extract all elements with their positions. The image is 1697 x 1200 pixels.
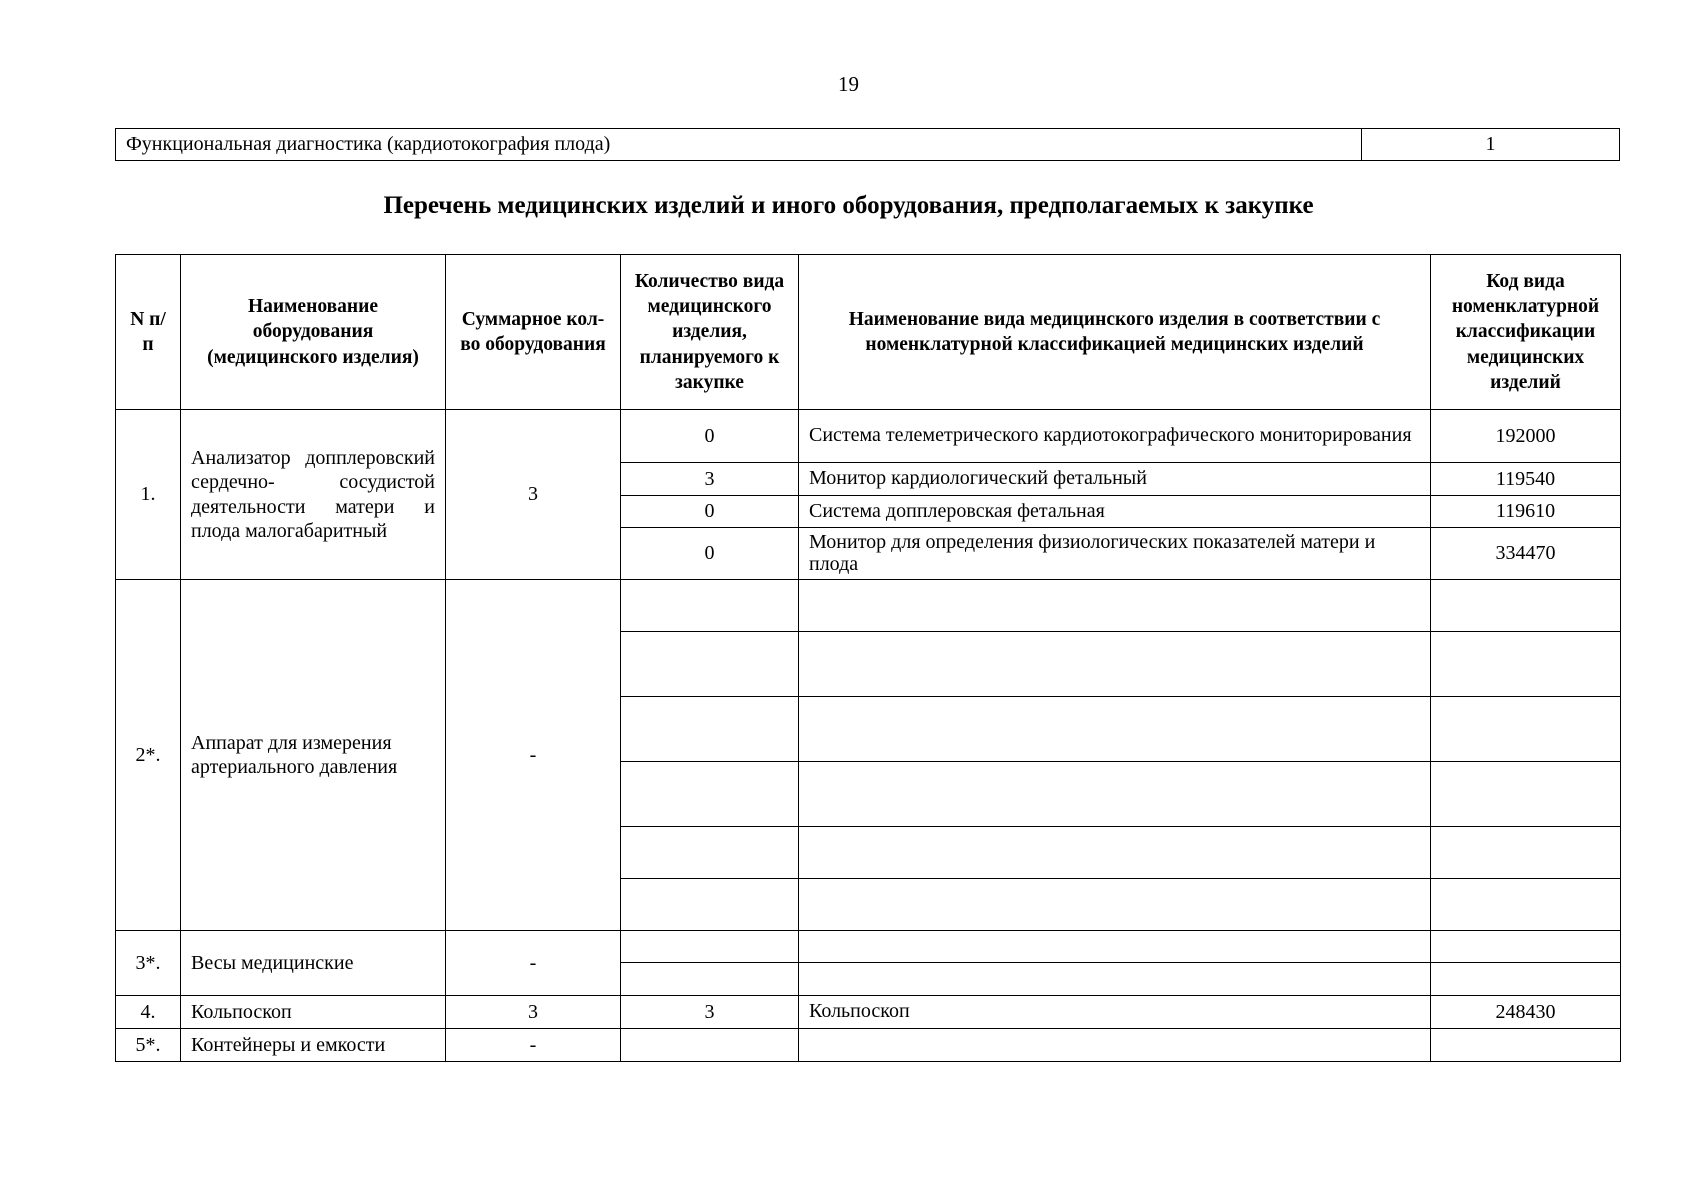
device-type-name: Монитор для определения физиологических показателей матери и плода	[799, 528, 1431, 580]
device-type-name	[799, 762, 1431, 827]
planned-qty	[621, 632, 799, 697]
equipment-name: Весы медицинские	[181, 931, 446, 996]
row-number: 2*.	[116, 580, 181, 931]
total-qty: -	[446, 931, 621, 996]
planned-qty	[621, 879, 799, 931]
planned-qty: 3	[621, 463, 799, 496]
table-row	[116, 931, 1621, 963]
device-type-name: Система телеметрического кардиотокографического мониторирования	[799, 410, 1431, 463]
device-type-name	[799, 931, 1431, 963]
planned-qty: 0	[621, 410, 799, 463]
planned-qty	[621, 762, 799, 827]
device-type-name	[799, 827, 1431, 879]
table-row	[116, 410, 1621, 463]
table-header-row	[116, 255, 1621, 410]
header-num: N п/п	[116, 255, 181, 410]
total-qty: 3	[446, 410, 621, 580]
planned-qty	[621, 963, 799, 996]
equipment-name: Кольпоскоп	[181, 996, 446, 1029]
device-type-code: 119540	[1431, 463, 1621, 496]
device-type-code: 192000	[1431, 410, 1621, 463]
document-title: Перечень медицинских изделий и иного оборудования, предполагаемых к закупке	[383, 192, 1314, 219]
equipment-table	[115, 254, 1621, 1062]
total-qty: 3	[446, 996, 621, 1029]
device-type-name	[799, 963, 1431, 996]
row-number: 1.	[116, 410, 181, 580]
device-type-code	[1431, 697, 1621, 762]
device-type-code: 119610	[1431, 496, 1621, 528]
equipment-name: Контейнеры и емкости	[181, 1029, 446, 1062]
planned-qty: 0	[621, 528, 799, 580]
device-type-code	[1431, 580, 1621, 632]
device-type-name: Система допплеровская фетальная	[799, 496, 1431, 528]
table-body	[116, 410, 1621, 1062]
planned-qty: 0	[621, 496, 799, 528]
device-type-name	[799, 580, 1431, 632]
header-total-qty: Суммарное кол-во оборудования	[446, 255, 621, 410]
device-type-name	[799, 697, 1431, 762]
row-number: 3*.	[116, 931, 181, 996]
device-type-code: 248430	[1431, 996, 1621, 1029]
planned-qty	[621, 1029, 799, 1062]
device-type-name	[799, 632, 1431, 697]
device-type-code	[1431, 632, 1621, 697]
top-summary-name: Функциональная диагностика (кардиотокография плода)	[116, 129, 1362, 161]
table-row	[116, 1029, 1621, 1062]
planned-qty	[621, 931, 799, 963]
device-type-name	[799, 1029, 1431, 1062]
device-type-code	[1431, 963, 1621, 996]
equipment-name: Анализатор допплеровский сердечно- сосудистой деятельности матери и плода малогабаритный	[181, 410, 446, 580]
planned-qty	[621, 697, 799, 762]
device-type-name: Кольпоскоп	[799, 996, 1431, 1029]
row-number: 4.	[116, 996, 181, 1029]
planned-qty: 3	[621, 996, 799, 1029]
device-type-code	[1431, 762, 1621, 827]
device-type-code	[1431, 827, 1621, 879]
top-summary-table	[115, 128, 1620, 161]
top-summary-value: 1	[1362, 129, 1620, 161]
device-type-code: 334470	[1431, 528, 1621, 580]
table-row	[116, 580, 1621, 632]
header-type-name: Наименование вида медицинского изделия в соответствии с номенклатурной классификацией медицинских изделий	[799, 255, 1431, 410]
planned-qty	[621, 580, 799, 632]
table-row	[116, 129, 1620, 161]
device-type-code	[1431, 1029, 1621, 1062]
header-planned-qty: Количество вида медицинского изделия, планируемого к закупке	[621, 255, 799, 410]
total-qty: -	[446, 580, 621, 931]
header-equipment-name: Наименование оборудования (медицинского изделия)	[181, 255, 446, 410]
total-qty: -	[446, 1029, 621, 1062]
table-row	[116, 996, 1621, 1029]
header-type-code: Код вида номенклатурной классификации медицинских изделий	[1431, 255, 1621, 410]
device-type-name	[799, 879, 1431, 931]
page-number: 19	[838, 72, 859, 96]
device-type-code	[1431, 879, 1621, 931]
equipment-name: Аппарат для измерения артериального давления	[181, 580, 446, 931]
device-type-code	[1431, 931, 1621, 963]
row-number: 5*.	[116, 1029, 181, 1062]
planned-qty	[621, 827, 799, 879]
device-type-name: Монитор кардиологический фетальный	[799, 463, 1431, 496]
